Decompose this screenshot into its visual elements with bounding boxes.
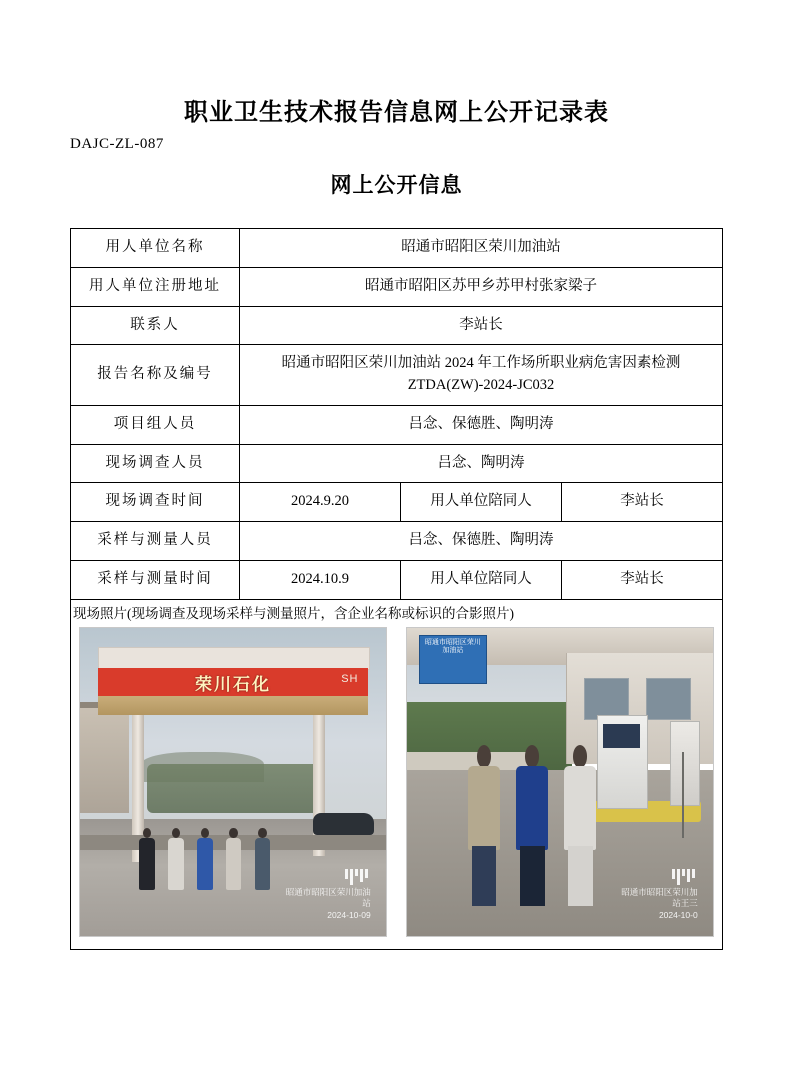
row-label-sampling-accompanier: 用人单位陪同人	[401, 560, 562, 599]
measuring-tripod	[682, 752, 684, 838]
table-row	[71, 345, 723, 406]
row-value-employer-address: 昭通市昭阳区苏甲乡苏甲村张家梁子	[240, 267, 723, 306]
table-row	[71, 483, 723, 522]
row-value-employer-name: 昭通市昭阳区荣川加油站	[240, 229, 723, 268]
table-row	[71, 560, 723, 599]
row-label-contact-person: 联系人	[71, 306, 240, 345]
row-value-project-team: 吕念、保德胜、陶明涛	[240, 405, 723, 444]
report-code-line: ZTDA(ZW)-2024-JC032	[407, 377, 555, 393]
watermark-logo-icon	[345, 869, 371, 885]
person	[251, 828, 275, 890]
table-row	[71, 229, 723, 268]
canopy-top	[98, 647, 369, 671]
sinopec-mark: SH	[341, 673, 359, 686]
watermark-date: 2024-10-0	[658, 909, 698, 920]
site-photos-row	[71, 627, 722, 949]
row-value-sampling-accompanier: 李站长	[562, 560, 723, 599]
row-label-survey-date: 现场调查时间	[71, 483, 240, 522]
row-value-report-name-code	[240, 345, 723, 406]
building-window	[646, 678, 691, 720]
group-of-people	[135, 822, 276, 890]
person-staff	[510, 745, 554, 905]
site-interview-photo	[406, 627, 714, 937]
group-of-people	[462, 745, 609, 905]
canopy-underside	[98, 696, 367, 714]
table-row	[71, 306, 723, 345]
site-photos-caption: 现场照片(现场调查及现场采样与测量照片，含企业名称或标识的合影照片)	[73, 605, 514, 621]
station-canopy-group-photo	[79, 627, 387, 937]
person	[193, 828, 217, 890]
disclosure-info-table	[70, 228, 723, 600]
person	[164, 828, 188, 890]
person	[222, 828, 246, 890]
document-code: DAJC-ZL-087	[70, 136, 164, 152]
document-page	[0, 92, 793, 1065]
tree-line	[147, 764, 318, 813]
watermark-line-1: 昭通市昭阳区荣川加油	[285, 886, 371, 897]
row-value-survey-staff: 吕念、陶明涛	[240, 444, 723, 483]
row-label-sampling-staff: 采样与测量人员	[71, 522, 240, 561]
report-name-line: 昭通市昭阳区荣川加油站 2024 年工作场所职业病危害因素检测	[281, 355, 681, 372]
watermark-line-2: 站	[362, 898, 371, 909]
row-label-survey-accompanier: 用人单位陪同人	[401, 483, 562, 522]
row-value-survey-accompanier: 李站长	[562, 483, 723, 522]
photo-watermark	[621, 869, 698, 921]
row-label-sampling-date: 采样与测量时间	[71, 560, 240, 599]
photo-watermark	[286, 869, 371, 921]
building-window	[584, 678, 629, 720]
station-name-board: 昭通市昭阳区荣川加油站	[419, 635, 486, 684]
fuel-dispenser	[670, 721, 700, 806]
row-label-employer-address: 用人单位注册地址	[71, 267, 240, 306]
row-value-contact-person: 李站长	[240, 306, 723, 345]
station-sign-text: 荣川石化	[194, 674, 271, 694]
watermark-logo-icon	[672, 869, 698, 885]
table-row	[71, 405, 723, 444]
table-row	[71, 522, 723, 561]
person-worker	[558, 745, 602, 905]
watermark-date: 2024-10-09	[327, 909, 371, 920]
row-label-project-team: 项目组人员	[71, 405, 240, 444]
row-label-survey-staff: 现场调查人员	[71, 444, 240, 483]
side-building	[80, 708, 129, 813]
row-value-sampling-staff: 吕念、保德胜、陶明涛	[240, 522, 723, 561]
person-inspector	[462, 745, 506, 905]
table-row	[71, 267, 723, 306]
row-value-sampling-date: 2024.10.9	[240, 560, 401, 599]
site-photos-section	[70, 600, 723, 951]
table-row	[71, 444, 723, 483]
page-title: 职业卫生技术报告信息网上公开记录表	[184, 100, 609, 126]
person	[135, 828, 159, 890]
parked-car	[313, 813, 374, 835]
watermark-line-2: 站王三	[672, 898, 698, 909]
page-subtitle: 网上公开信息	[330, 173, 463, 197]
row-label-employer-name: 用人单位名称	[71, 229, 240, 268]
row-label-report-name-code: 报告名称及编号	[71, 345, 240, 406]
watermark-line-1: 昭通市昭阳区荣川加	[621, 886, 698, 897]
row-value-survey-date: 2024.9.20	[240, 483, 401, 522]
